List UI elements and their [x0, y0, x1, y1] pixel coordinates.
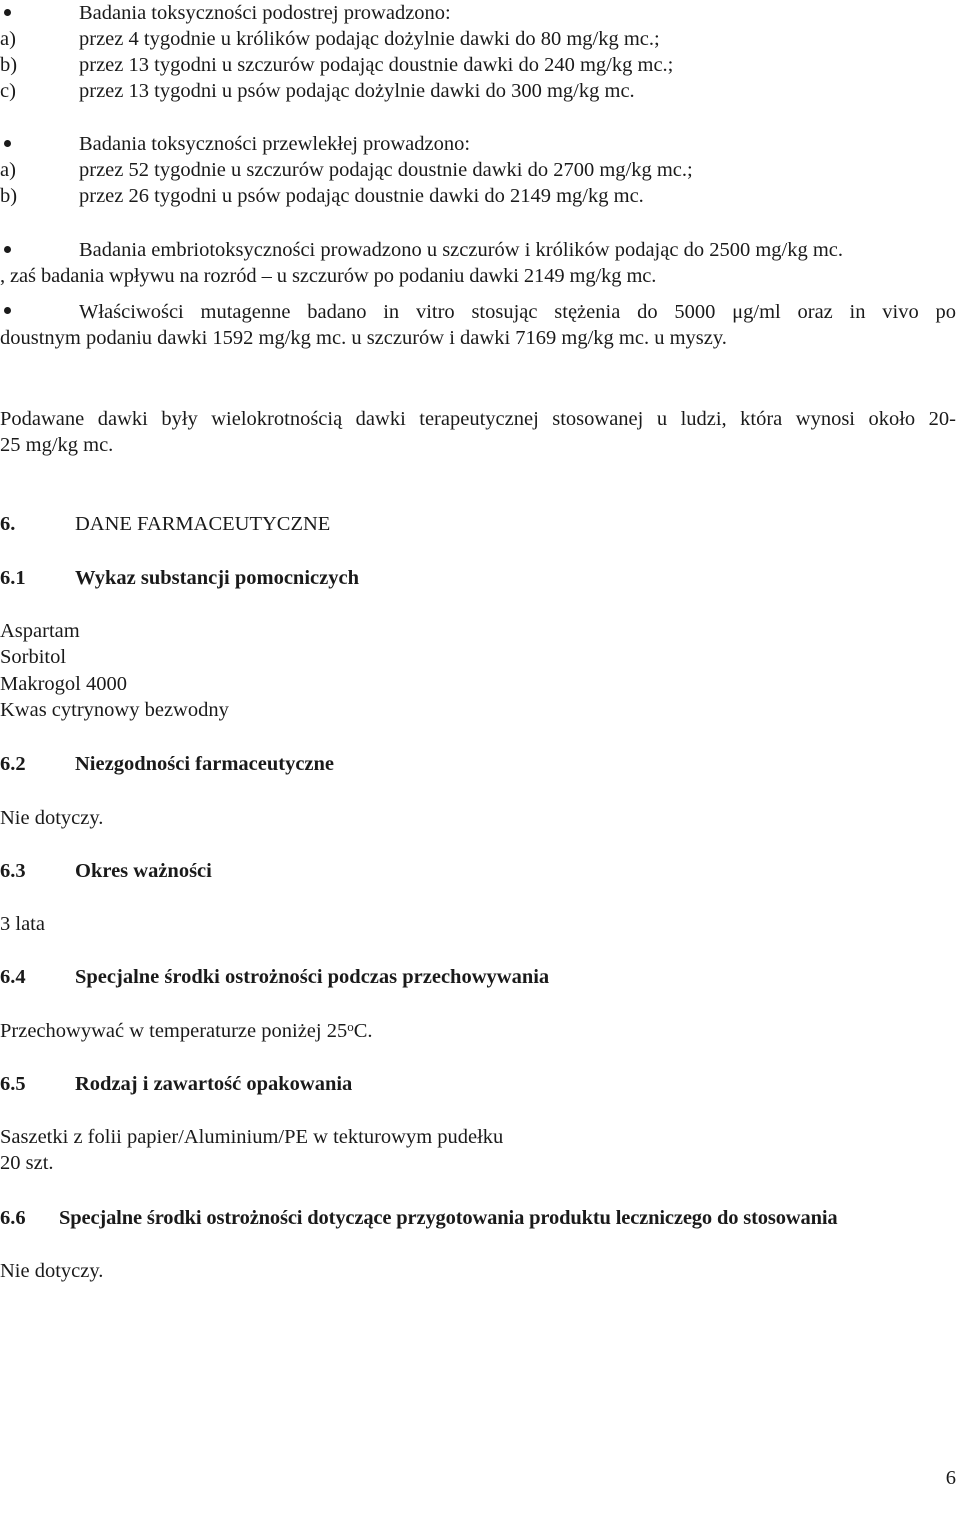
section-6-title: DANE FARMACEUTYCZNE	[75, 513, 331, 535]
section-6-4-title: Specjalne środki ostrożności podczas przechowywania	[75, 966, 550, 988]
section-6-2-title: Niezgodności farmaceutyczne	[75, 753, 335, 775]
section-6-number: 6.	[0, 513, 16, 535]
bullet-icon	[4, 307, 11, 314]
excipient-item: Makrogol 4000	[0, 673, 127, 695]
section-6-1-title: Wykaz substancji pomocniczych	[75, 567, 359, 589]
embryo-line-1: Badania embriotoksyczności prowadzono u szczurów i królików podając do 2500 mg/kg mc.	[79, 239, 844, 261]
section-6-4-number: 6.4	[0, 966, 26, 988]
section-6-3-number: 6.3	[0, 860, 26, 882]
section-6-5-title: Rodzaj i zawartość opakowania	[75, 1073, 353, 1095]
section-6-5-number: 6.5	[0, 1073, 26, 1095]
section-6-1-number: 6.1	[0, 567, 26, 589]
bullet-icon	[4, 9, 11, 16]
section-6-2-number: 6.2	[0, 753, 26, 775]
doses-line-1: Podawane dawki były wielokrotnością dawki terapeutycznej stosowanej u ludzi, która wynosi około 20-	[0, 408, 956, 430]
chronic-intro: Badania toksyczności przewlekłej prowadzono:	[79, 133, 471, 155]
excipient-item: Sorbitol	[0, 646, 67, 668]
subacute-intro: Badania toksyczności podostrej prowadzono:	[79, 2, 451, 24]
page-number: 6	[945, 1467, 956, 1489]
section-6-5-line-2: 20 szt.	[0, 1152, 54, 1174]
section-6-3-title: Okres ważności	[75, 860, 212, 882]
excipient-item: Kwas cytrynowy bezwodny	[0, 699, 229, 721]
doses-line-2: 25 mg/kg mc.	[0, 434, 114, 456]
section-6-6-title: Specjalne środki ostrożności dotyczące przygotowania produktu leczniczego do stosowania	[59, 1207, 838, 1229]
section-6-3-body: 3 lata	[0, 913, 45, 935]
bullet-icon	[4, 140, 11, 147]
section-6-4-body: Przechowywać w temperaturze poniżej 25$^o$C.	[0, 1019, 373, 1042]
mutagenic-line-2: doustnym podaniu dawki 1592 mg/kg mc. u szczurów i dawki 7169 mg/kg mc. u myszy.	[0, 327, 727, 349]
section-6-2-body: Nie dotyczy.	[0, 807, 104, 829]
excipient-item: Aspartam	[0, 620, 80, 642]
section-6-5-line-1: Saszetki z folii papier/Aluminium/PE w tekturowym pudełku	[0, 1126, 504, 1148]
section-6-6-body: Nie dotyczy.	[0, 1260, 104, 1282]
bullet-icon	[4, 246, 11, 253]
section-6-6-number: 6.6	[0, 1207, 26, 1229]
mutagenic-line-1: Właściwości mutagenne badano in vitro stosując stężenia do 5000 μg/ml oraz in vivo po	[79, 301, 956, 323]
embryo-line-2: , zaś badania wpływu na rozród – u szczurów po podaniu dawki 2149 mg/kg mc.	[0, 265, 657, 287]
document-page: Badania toksyczności podostrej prowadzono: a) przez 4 tygodnie u królików podając dożylnie dawki do 80 mg/kg mc.; b) przez 13 tygodni u szczurów podając doustnie dawki do 240 mg/kg mc.; c) przez 13 tygodni u psów podając dożylnie dawki do 300 mg/kg mc. Badania toksyczności przewlekłej prowadzono: a) przez 52 tygodnie u szczurów podając doustnie dawki do 2700 mg/kg mc.; b) przez 26 tygodni u psów podając doustnie dawki do 2149 mg/kg mc. Badania embriotoksyczności prowadzono u szczurów i królików podając do 2500 mg/kg mc. , zaś badania wpływu na rozród – u szczurów po podaniu dawki 2149 mg/kg mc. Właściwości mutagenne badano in vitro stosując stężenia do 5000 μg/ml oraz in vivo po doustnym podaniu dawki 1592 mg/kg mc. u szczurów i dawki 7169 mg/kg mc. u myszy. Podawane dawki były wielokrotnością dawki terapeutycznej stosowanej u ludzi, która wynosi około 20- 25 mg/kg mc. 6. DANE FARMACEUTYCZNE 6.1 Wykaz substancji pomocniczych Aspartam Sorbitol Makrogol 4000 Kwas cytrynowy bezwodny 6.2 Niezgodności farmaceutyczne Nie dotyczy. 6.3 Okres ważności 3 lata 6.4 Specjalne środki ostrożności podczas przechowywania Przechowywać w temperaturze poniżej 25$^o$C. 6.5 Rodzaj i zawartość opakowania Saszetki z folii papier/Aluminium/PE w tekturowym pudełku 20 szt. 6.6 Specjalne środki ostrożności dotyczące przygotowania produktu leczniczego do stosowania Nie dotyczy. 6	[0, 2, 956, 1489]
